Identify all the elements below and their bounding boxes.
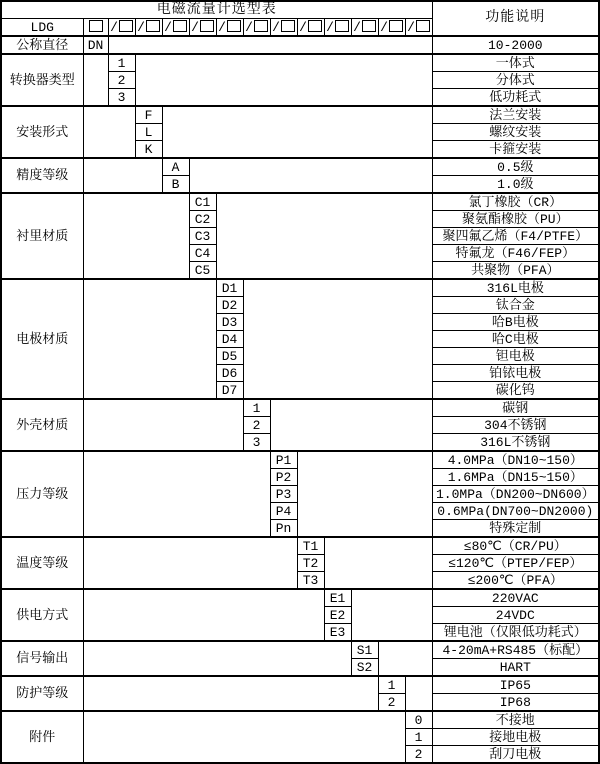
spacer-cell [135, 54, 432, 106]
option-description: 碳钢 [432, 399, 599, 417]
slash-separator: / [326, 19, 334, 35]
category-label: 附件 [1, 711, 83, 763]
blank-checkbox-icon [308, 20, 322, 32]
option-code: 1 [378, 676, 405, 694]
spacer-cell [83, 589, 324, 641]
spacer-cell [83, 676, 378, 711]
option-description: 螺纹安装 [432, 124, 599, 141]
option-row [1, 589, 599, 607]
blank-checkbox-icon [146, 20, 160, 32]
option-description: 4-20mA+RS485（标配） [432, 641, 599, 659]
option-code: E1 [324, 589, 351, 607]
option-description: 0.6MPa(DN700~DN2000) [432, 503, 599, 520]
blank-checkbox-icon [89, 20, 103, 32]
spacer-cell [378, 641, 432, 676]
category-label: 公称直径 [1, 36, 83, 54]
spacer-cell [83, 641, 351, 676]
spacer-cell [162, 106, 432, 158]
option-code: 3 [108, 89, 135, 107]
option-description: 304不锈钢 [432, 417, 599, 434]
category-label: 温度等级 [1, 537, 83, 589]
right-column-header: 功能说明 [432, 1, 599, 36]
option-row [1, 36, 599, 54]
category-label: 供电方式 [1, 589, 83, 641]
option-description: 10-2000 [432, 36, 599, 54]
blank-checkbox-icon [389, 20, 403, 32]
option-description: 1.0级 [432, 176, 599, 194]
option-code: B [162, 176, 189, 194]
option-description: 氯丁橡胶（CR） [432, 193, 599, 211]
option-code: 1 [243, 399, 270, 417]
option-code: C1 [189, 193, 216, 211]
option-description: 特氟龙（F46/FEP） [432, 245, 599, 262]
option-code: 2 [405, 746, 432, 764]
category-label: 压力等级 [1, 451, 83, 537]
category-label: 转换器类型 [1, 54, 83, 106]
spacer-cell [108, 36, 432, 54]
option-code: DN [83, 36, 108, 54]
option-description: 1.6MPa（DN15~150） [432, 469, 599, 486]
option-row [1, 676, 599, 694]
model-code-slot [324, 19, 351, 37]
spacer-cell [243, 279, 432, 399]
model-prefix: LDG [1, 19, 83, 37]
option-code: P1 [270, 451, 297, 469]
option-code: T3 [297, 572, 324, 590]
option-row [1, 158, 599, 176]
spacer-cell [324, 537, 432, 589]
option-description: 刮刀电极 [432, 746, 599, 764]
blank-checkbox-icon [227, 20, 241, 32]
spacer-cell [216, 193, 432, 279]
option-description: 一体式 [432, 54, 599, 72]
model-code-slot [243, 19, 270, 37]
option-description: ≤120℃（PTEP/FEP） [432, 555, 599, 572]
option-description: 法兰安装 [432, 106, 599, 124]
option-description: 4.0MPa（DN10~150） [432, 451, 599, 469]
spacer-cell [405, 676, 432, 711]
option-description: HART [432, 659, 599, 677]
option-description: 不接地 [432, 711, 599, 729]
model-code-slot [162, 19, 189, 37]
model-code-slot [351, 19, 378, 37]
slash-separator: / [272, 19, 280, 35]
blank-checkbox-icon [200, 20, 214, 32]
slash-separator: / [299, 19, 307, 35]
table-title: 电磁流量计选型表 [1, 1, 432, 19]
option-description: 卡箍安装 [432, 141, 599, 159]
category-label: 精度等级 [1, 158, 83, 193]
option-description: 1.0MPa（DN200~DN600） [432, 486, 599, 503]
option-description: 铂铱电极 [432, 365, 599, 382]
blank-checkbox-icon [281, 20, 295, 32]
option-code: S1 [351, 641, 378, 659]
option-code: S2 [351, 659, 378, 677]
spacer-cell [83, 399, 243, 451]
slash-separator: / [353, 19, 361, 35]
blank-checkbox-icon [254, 20, 268, 32]
option-code: D3 [216, 314, 243, 331]
option-description: 316L电极 [432, 279, 599, 297]
option-code: C4 [189, 245, 216, 262]
option-row [1, 106, 599, 124]
option-row [1, 641, 599, 659]
option-row [1, 399, 599, 417]
option-code: D5 [216, 348, 243, 365]
option-code: D2 [216, 297, 243, 314]
slash-separator: / [137, 19, 145, 35]
slash-separator: / [407, 19, 415, 35]
title-row [1, 1, 599, 19]
option-code: D1 [216, 279, 243, 297]
option-code: Pn [270, 520, 297, 538]
option-code: E3 [324, 624, 351, 642]
option-code: 2 [243, 417, 270, 434]
option-description: 分体式 [432, 72, 599, 89]
model-code-first-slot [83, 19, 108, 37]
spacer-cell [83, 279, 216, 399]
model-code-slot [297, 19, 324, 37]
slash-separator: / [218, 19, 226, 35]
option-code: D4 [216, 331, 243, 348]
spacer-cell [83, 158, 162, 193]
option-description: 哈B电极 [432, 314, 599, 331]
category-label: 安装形式 [1, 106, 83, 158]
slash-separator: / [191, 19, 199, 35]
option-description: IP65 [432, 676, 599, 694]
option-code: L [135, 124, 162, 141]
category-label: 电极材质 [1, 279, 83, 399]
model-code-slot [108, 19, 135, 37]
option-code: C2 [189, 211, 216, 228]
option-description: 接地电极 [432, 729, 599, 746]
model-code-slot [189, 19, 216, 37]
option-code: 2 [108, 72, 135, 89]
category-label: 信号输出 [1, 641, 83, 676]
blank-checkbox-icon [119, 20, 133, 32]
model-code-slot [216, 19, 243, 37]
category-label: 外壳材质 [1, 399, 83, 451]
option-description: 钽电极 [432, 348, 599, 365]
spacer-cell [83, 451, 270, 537]
option-row [1, 193, 599, 211]
option-description: 碳化钨 [432, 382, 599, 400]
option-code: A [162, 158, 189, 176]
option-code: T1 [297, 537, 324, 555]
slash-separator: / [110, 19, 118, 35]
blank-checkbox-icon [416, 20, 430, 32]
option-code: P2 [270, 469, 297, 486]
blank-checkbox-icon [173, 20, 187, 32]
model-code-slot [405, 19, 432, 37]
blank-checkbox-icon [335, 20, 349, 32]
option-description: 共聚物（PFA） [432, 262, 599, 280]
spacer-cell [270, 399, 432, 451]
blank-checkbox-icon [362, 20, 376, 32]
spacer-cell [83, 54, 108, 106]
option-code: K [135, 141, 162, 159]
option-code: E2 [324, 607, 351, 624]
slash-separator: / [245, 19, 253, 35]
spacer-cell [83, 711, 405, 763]
option-row [1, 451, 599, 469]
model-code-slot [135, 19, 162, 37]
option-description: 低功耗式 [432, 89, 599, 107]
option-code: P3 [270, 486, 297, 503]
option-code: C3 [189, 228, 216, 245]
option-code: 0 [405, 711, 432, 729]
category-label: 防护等级 [1, 676, 83, 711]
option-row [1, 54, 599, 72]
option-row [1, 711, 599, 729]
option-description: 聚四氟乙烯（F4/PTFE） [432, 228, 599, 245]
option-description: 特殊定制 [432, 520, 599, 538]
option-code: 2 [378, 694, 405, 712]
slash-separator: / [380, 19, 388, 35]
spacer-cell [83, 193, 189, 279]
option-code: 1 [405, 729, 432, 746]
option-description: IP68 [432, 694, 599, 712]
option-code: T2 [297, 555, 324, 572]
category-label: 衬里材质 [1, 193, 83, 279]
option-code: F [135, 106, 162, 124]
option-code: C5 [189, 262, 216, 280]
model-code-slot [378, 19, 405, 37]
option-code: D6 [216, 365, 243, 382]
spacer-cell [83, 537, 297, 589]
option-description: 24VDC [432, 607, 599, 624]
spacer-cell [351, 589, 432, 641]
option-row [1, 279, 599, 297]
option-description: 聚氨酯橡胶（PU） [432, 211, 599, 228]
option-description: ≤200℃（PFA） [432, 572, 599, 590]
option-description: 锂电池（仅限低功耗式） [432, 624, 599, 642]
option-code: 3 [243, 434, 270, 452]
option-code: 1 [108, 54, 135, 72]
option-description: ≤80℃（CR/PU） [432, 537, 599, 555]
option-description: 220VAC [432, 589, 599, 607]
option-row [1, 537, 599, 555]
option-description: 316L不锈钢 [432, 434, 599, 452]
spacer-cell [189, 158, 432, 193]
spacer-cell [83, 106, 135, 158]
option-code: D7 [216, 382, 243, 400]
option-code: P4 [270, 503, 297, 520]
option-description: 钛合金 [432, 297, 599, 314]
option-description: 哈C电极 [432, 331, 599, 348]
option-description: 0.5级 [432, 158, 599, 176]
slash-separator: / [164, 19, 172, 35]
spacer-cell [297, 451, 432, 537]
model-code-slot [270, 19, 297, 37]
